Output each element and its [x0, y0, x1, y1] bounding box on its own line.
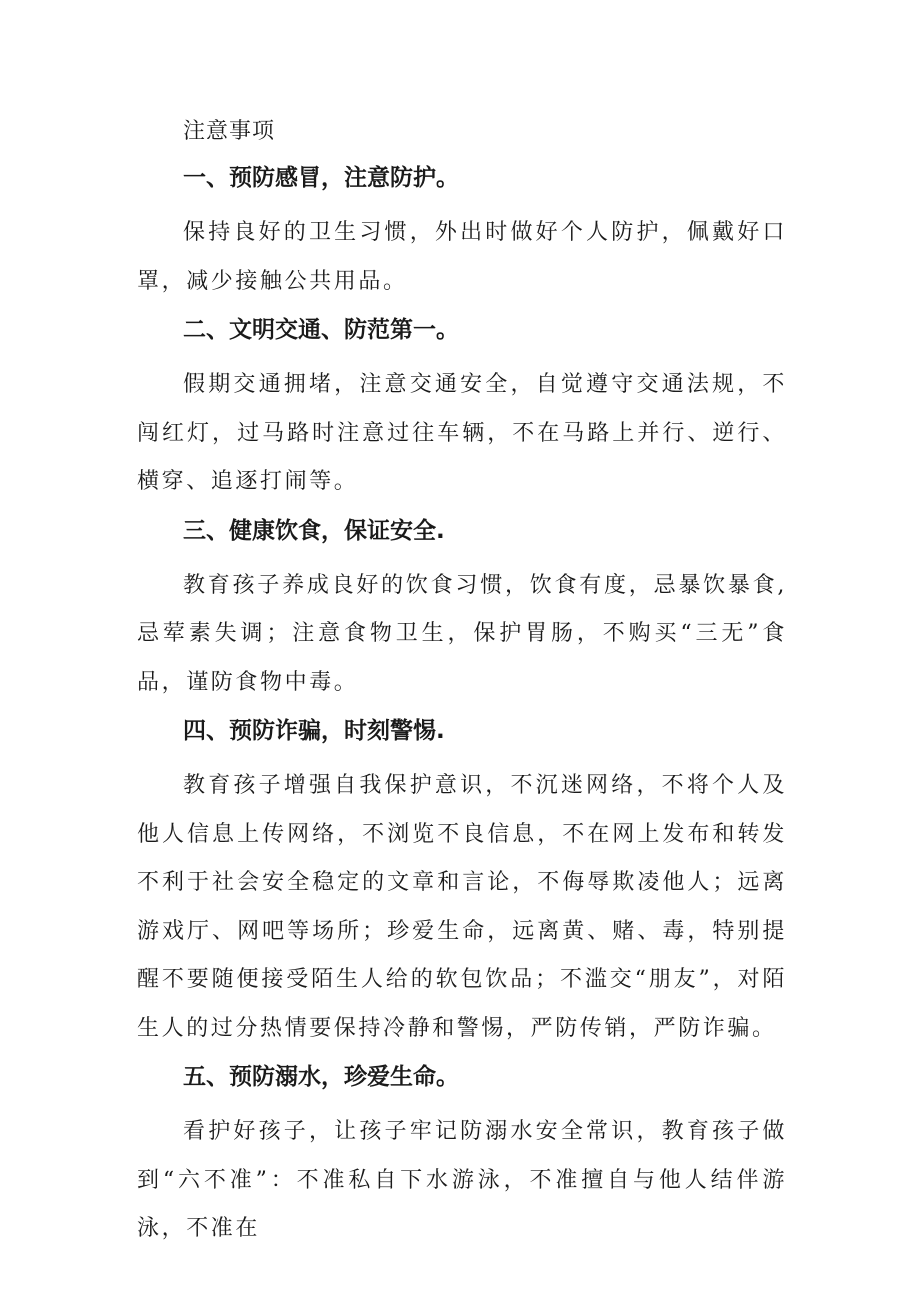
document-body	[137, 116, 787, 1262]
section-body-5: 看护好孩子，让孩子牢记防溺水安全常识，教育孩子做到“六不准”：不准私自下水游泳，不准擅自与他人结伴游泳，不准在	[137, 1119, 787, 1241]
section-body-3: 教育孩子养成良好的饮食习惯，饮食有度，忌暴饮暴食,忌荤素失调；注意食物卫生，保护胃肠，不购买“三无”食品，谨防食物中毒。	[137, 572, 787, 695]
section-heading-2: 二、文明交通、防范第一。	[183, 317, 459, 343]
document-title: 注意事项	[183, 119, 276, 144]
section-heading-5: 五、预防溺水，珍爱生命。	[183, 1064, 459, 1090]
section-heading-1: 一、预防感冒，注意防护。	[183, 165, 459, 191]
section-heading-3: 三、健康饮食，保证安全.	[183, 517, 445, 544]
section-heading-4: 四、预防诈骗，时刻警惕.	[183, 718, 445, 744]
section-body-1: 保持良好的卫生习惯，外出时做好个人防护，佩戴好口罩，减少接触公共用品。	[137, 220, 787, 294]
section-body-2: 假期交通拥堵，注意交通安全，自觉遵守交通法规，不闯红灯，过马路时注意过往车辆，不在马路上并行、逆行、横穿、追逐打闹等。	[137, 372, 787, 494]
section-body-4: 教育孩子增强自我保护意识，不沉迷网络，不将个人及他人信息上传网络，不浏览不良信息，不在网上发布和转发不利于社会安全稳定的文章和言论，不侮辱欺凌他人；远离游戏厅、网吧等场所；珍爱生命，远离黄、赌、毒，特别提醒不要随便接受陌生人给的软包饮品；不滥交“朋友”，对陌生人的过分热情要保持冷静和警惕，严防传销，严防诈骗。	[137, 773, 787, 1041]
